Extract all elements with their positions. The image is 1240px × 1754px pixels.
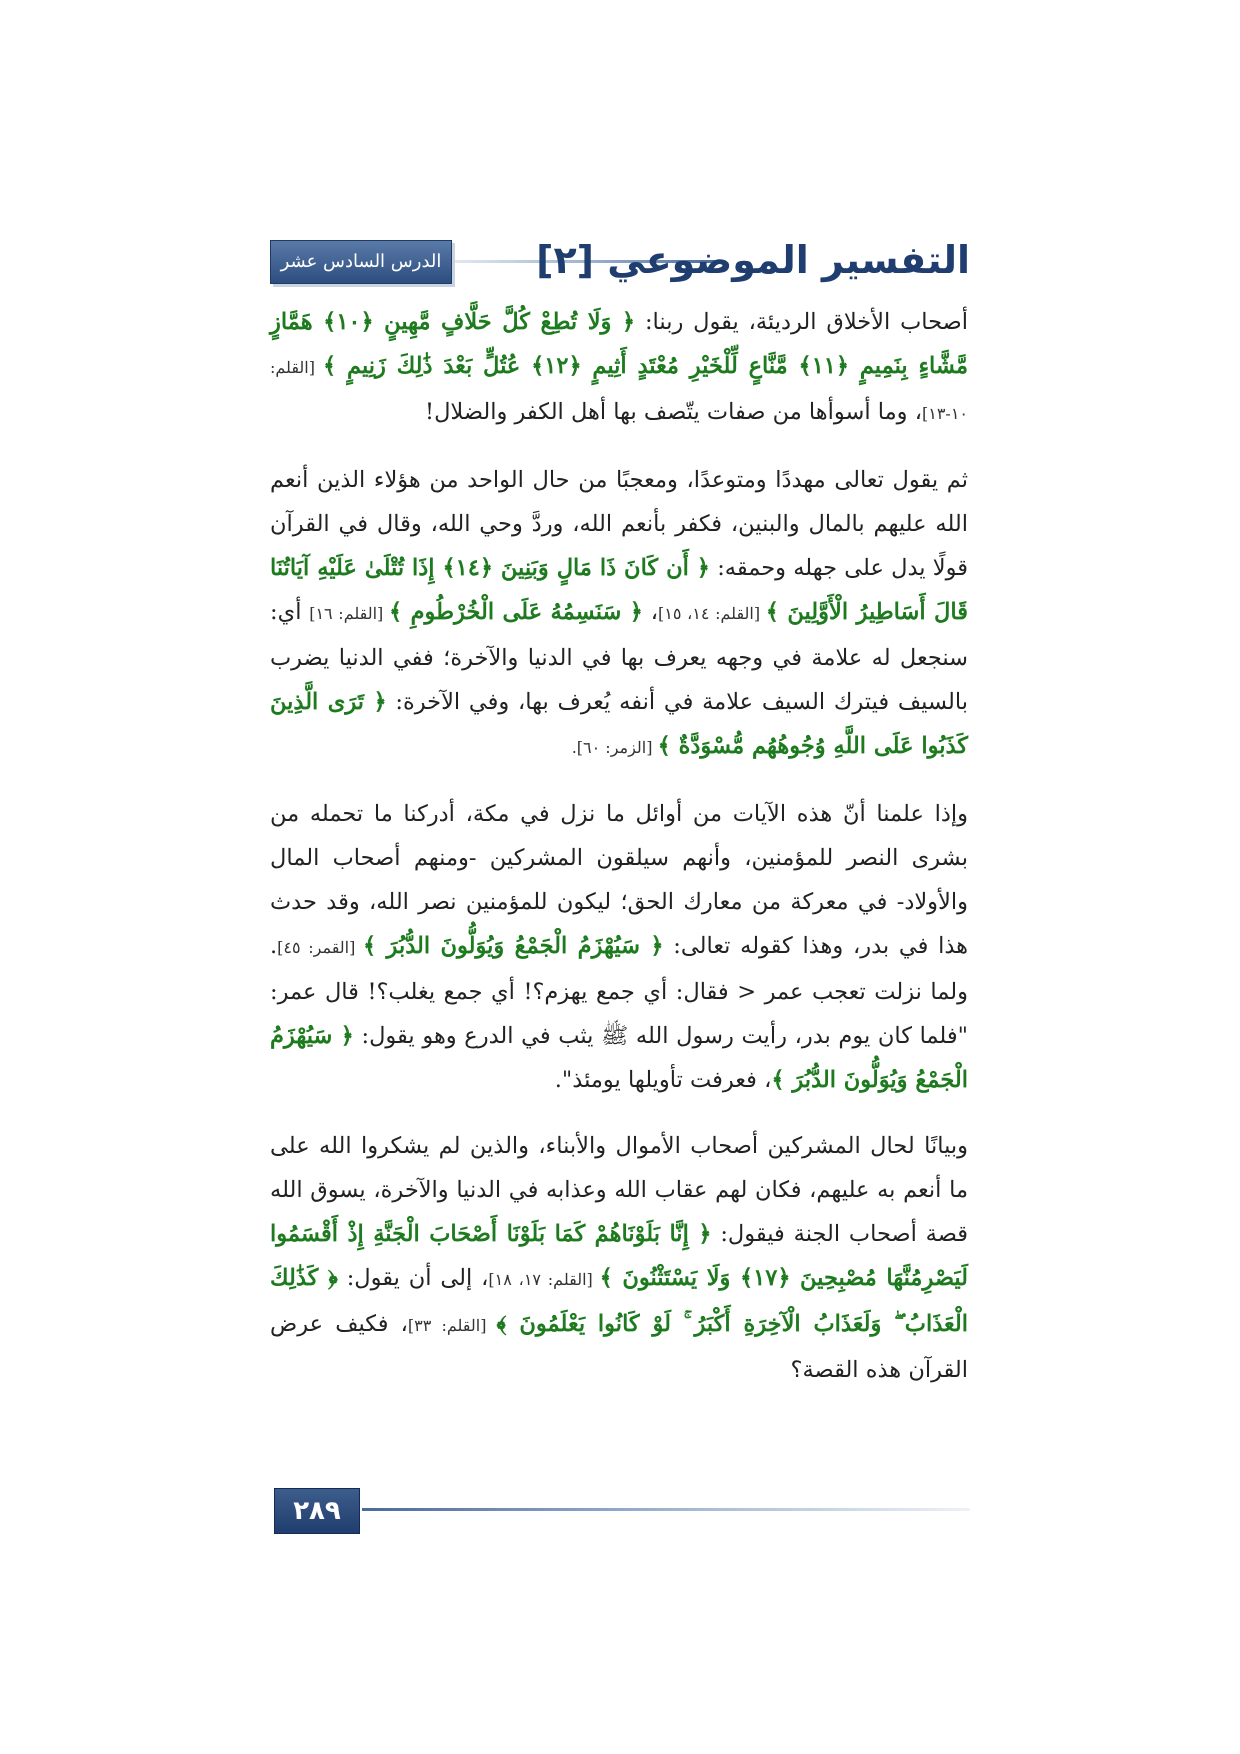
body-text: وبيانًا لحال المشركين أصحاب الأموال والأبناء، والذين لم يشكروا الله على ما أنعم به عليهم، فكان لهم عقاب الله وعذابه في الدنيا والآخرة، يسوق الله قصة أصحاب الجنة فيقول: (270, 1133, 969, 1247)
body-text: ، إلى أن يقول: (337, 1265, 489, 1291)
quran-verse: ﴿ وَلَا تُطِعْ كُلَّ حَلَّافٍ مَّهِينٍ ﴿١٠﴾ هَمَّازٍ مَّشَّاءٍ بِنَمِيمٍ ﴿١١﴾ مَّنَّاعٍ لِّلْخَيْرِ مُعْتَدٍ أَثِيمٍ ﴿١٢﴾ عُتُلٍّ بَعْدَ ذَٰلِكَ زَنِيمٍ ﴾ (270, 309, 969, 379)
body-text: وإذا علمنا أنّ هذه الآيات من أوائل ما نزل في مكة، أدركنا ما تحمله من بشرى النصر للمؤمنين، وأنهم سيلقون المشركين -ومنهم أصحاب المال والأولاد- في معركة من معارك الحق؛ ليكون للمؤمنين نصر الله، وقد حدث هذا في بدر، وهذا كقوله تعالى: (270, 801, 968, 959)
verse-reference: [القلم: ١٧، ١٨] (488, 1270, 600, 1289)
paragraph (270, 1124, 968, 1392)
lesson-label: الدرس السادس عشر (270, 240, 452, 284)
verse-reference: [القمر: ٤٥] (277, 938, 363, 957)
book-title: التفسير الموضوعي [٢] (536, 238, 970, 282)
quran-verse: ﴿ تَرَى الَّذِينَ كَذَبُوا عَلَى اللَّهِ وُجُوهُهُم مُّسْوَدَّةٌ ﴾ (270, 689, 968, 759)
verse-reference: [القلم: ١٦] (309, 604, 389, 623)
page-number: ٢٨٩ (274, 1488, 360, 1534)
page-footer (270, 1488, 970, 1538)
quran-verse: ﴿ أَن كَانَ ذَا مَالٍ وَبَنِينَ ﴿١٤﴾ إِذَا تُتْلَىٰ عَلَيْهِ آيَاتُنَا قَالَ أَسَاطِيرُ الْأَوَّلِينَ ﴾ (270, 555, 968, 625)
body-text: أي: سنجعل له علامة في وجهه يعرف بها في الدنيا والآخرة؛ ففي الدنيا يضرب بالسيف فيترك السيف علامة في أنفه يُعرف بها، وفي الآخرة: (270, 599, 968, 715)
verse-reference: [الزمر: ٦٠]. (571, 738, 658, 757)
main-text (270, 300, 968, 1414)
paragraph (270, 300, 968, 436)
body-text: . ولما نزلت تعجب عمر < فقال: أي جمع يهزم؟! أي جمع يغلب؟! قال عمر: "فلما كان يوم بدر، رأيت رسول الله ﷺ يثب في الدرع وهو يقول: (270, 933, 968, 1049)
quran-verse: ﴿ سَنَسِمُهُ عَلَى الْخُرْطُومِ ﴾ (388, 599, 643, 625)
verse-reference: [القلم: ١٠-١٣] (270, 358, 968, 423)
body-text: ، (642, 599, 658, 625)
quran-verse: ﴿ كَذَٰلِكَ الْعَذَابُ ۖ وَلَعَذَابُ الْآخِرَةِ أَكْبَرُ ۚ لَوْ كَانُوا يَعْلَمُونَ ﴾ (270, 1265, 969, 1337)
quran-verse: ﴿ إِنَّا بَلَوْنَاهُمْ كَمَا بَلَوْنَا أَصْحَابَ الْجَنَّةِ إِذْ أَقْسَمُوا لَيَصْرِمُنَّهَا مُصْبِحِينَ ﴿١٧﴾ وَلَا يَسْتَثْنُونَ ﴾ (270, 1221, 969, 1291)
paragraph (270, 458, 968, 770)
body-text: ، فكيف عرض القرآن هذه القصة؟ (270, 1311, 968, 1383)
page-header (270, 232, 970, 292)
body-text: أصحاب الأخلاق الرديئة، يقول ربنا: (635, 309, 968, 335)
body-text: ، وما أسوأها من صفات يتّصف بها أهل الكفر والضلال! (425, 399, 922, 425)
body-text: ثم يقول تعالى مهددًا ومتوعدًا، ومعجبًا من حال الواحد من هؤلاء الذين أنعم الله عليهم بالمال والبنين، فكفر بأنعم الله، وردَّ وحي الله، وقال في القرآن قولًا يدل على جهله وحمقه: (270, 467, 969, 581)
verse-reference: [القلم: ١٤، ١٥] (657, 604, 766, 623)
verse-reference: [القلم: ٣٣] (407, 1316, 497, 1335)
quran-verse: ﴿ سَيُهْزَمُ الْجَمْعُ وَيُوَلُّونَ الدُّبُرَ ﴾ (270, 1023, 968, 1093)
body-text: ، فعرفت تأويلها يومئذ". (554, 1067, 772, 1093)
footer-divider (362, 1508, 970, 1511)
paragraph (270, 792, 968, 1102)
quran-verse: ﴿ سَيُهْزَمُ الْجَمْعُ وَيُوَلُّونَ الدُّبُرَ ﴾ (362, 933, 664, 959)
